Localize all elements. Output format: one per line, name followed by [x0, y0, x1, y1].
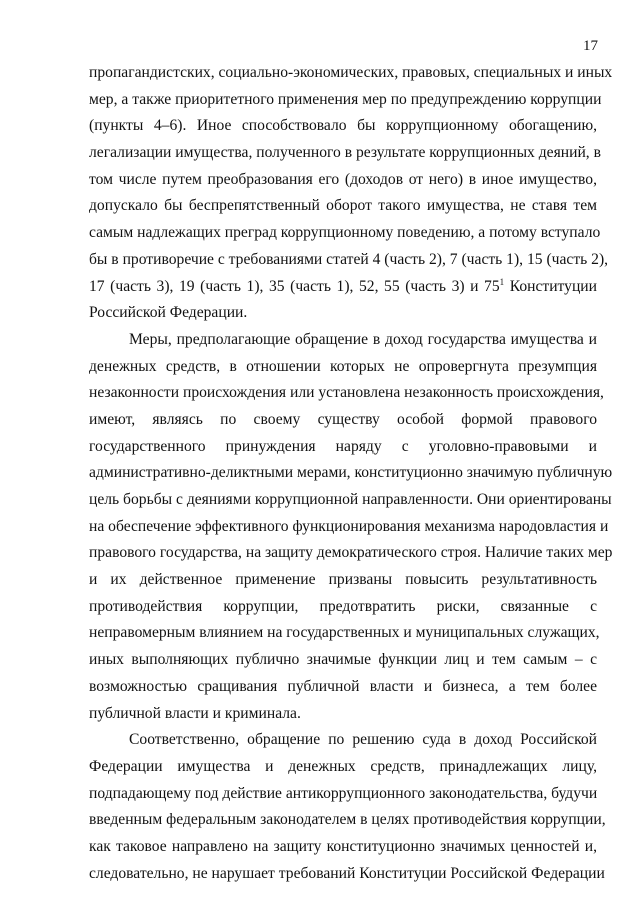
text-line: следовательно, не нарушает требований Конституции Российской Федерации — [89, 864, 605, 882]
text-line: том числе путем преобразования его (доходов от него) в иное имущество, — [89, 170, 597, 188]
text-line: денежных средств, в отношении которых не опровергнута презумпция — [89, 357, 597, 375]
text-line: иных выполняющих публично значимые функции лиц и тем самым – с — [89, 651, 597, 669]
superscript-1: 1 — [499, 276, 505, 287]
text-line: допускало бы беспрепятственный оборот такого имущества, не ставя тем — [89, 197, 597, 215]
text-line: бы в противоречие с требованиями статей 4 (часть 2), 7 (часть 1), 15 (часть 2), — [89, 250, 609, 268]
paragraph-3 — [89, 727, 606, 887]
text-line-with-superscript — [89, 274, 597, 301]
text-line: неправомерным влиянием на государственных и муниципальных служащих, — [89, 624, 600, 642]
text-line: легализации имущества, полученного в результате коррупционных деяний, в — [89, 144, 601, 162]
text-line: Соответственно, обращение по решению суда в доход Российской — [129, 731, 597, 749]
line-text-after-superscript: Конституции — [504, 277, 597, 295]
text-line: мер, а также приоритетного применения мер по предупреждению коррупции — [89, 90, 602, 108]
text-line: имеют, являясь по своему существу особой формой правового — [89, 410, 597, 428]
text-line: подпадающему под действие антикоррупционного законодательства, будучи — [89, 784, 598, 802]
text-line: правового государства, на защиту демократического строя. Наличие таких мер — [89, 544, 613, 562]
text-line: на обеспечение эффективного функционирования механизма народовластия и — [89, 517, 609, 535]
text-line: пропагандистских, социально-экономических, правовых, специальных и иных — [89, 64, 613, 81]
text-line: (пункты 4–6). Иное способствовало бы коррупционному обогащению, — [89, 117, 597, 135]
text-line: публичной власти и криминала. — [89, 704, 301, 722]
text-line: и их действенное применение призваны повысить результативность — [89, 571, 597, 589]
text-line: Российской Федерации. — [89, 304, 248, 322]
text-line: противодействия коррупции, предотвратить риски, связанные с — [89, 597, 597, 615]
text-line: Меры, предполагающие обращение в доход государства имущества и — [129, 330, 597, 348]
body-text — [89, 60, 613, 887]
paragraph-2 — [89, 327, 613, 727]
paragraph-1 — [89, 60, 613, 327]
text-line: как таковое направлено на защиту конституционно значимых ценностей и, — [89, 837, 597, 855]
text-line: цель борьбы с деяниями коррупционной направленности. Они ориентированы — [89, 491, 612, 508]
text-line: введенным федеральным законодателем в целях противодействия коррупции, — [89, 811, 606, 829]
page-number: 17 — [583, 38, 598, 54]
text-line: административно-деликтными мерами, конституционно значимую публичную — [89, 464, 613, 482]
line-text: 17 (часть 3), 19 (часть 1), 35 (часть 1), 52, 55 (часть 3) и 75 — [89, 277, 500, 295]
text-line: государственного принуждения наряду с уголовно-правовыми и — [89, 437, 597, 455]
text-line: Федерации имущества и денежных средств, принадлежащих лицу, — [89, 757, 597, 775]
text-line: возможностью сращивания публичной власти и бизнеса, а тем более — [89, 677, 597, 695]
text-line: незаконности происхождения или установлена незаконность происхождения, — [89, 384, 604, 402]
text-line: самым надлежащих преград коррупционному поведению, а потому вступало — [89, 224, 601, 242]
